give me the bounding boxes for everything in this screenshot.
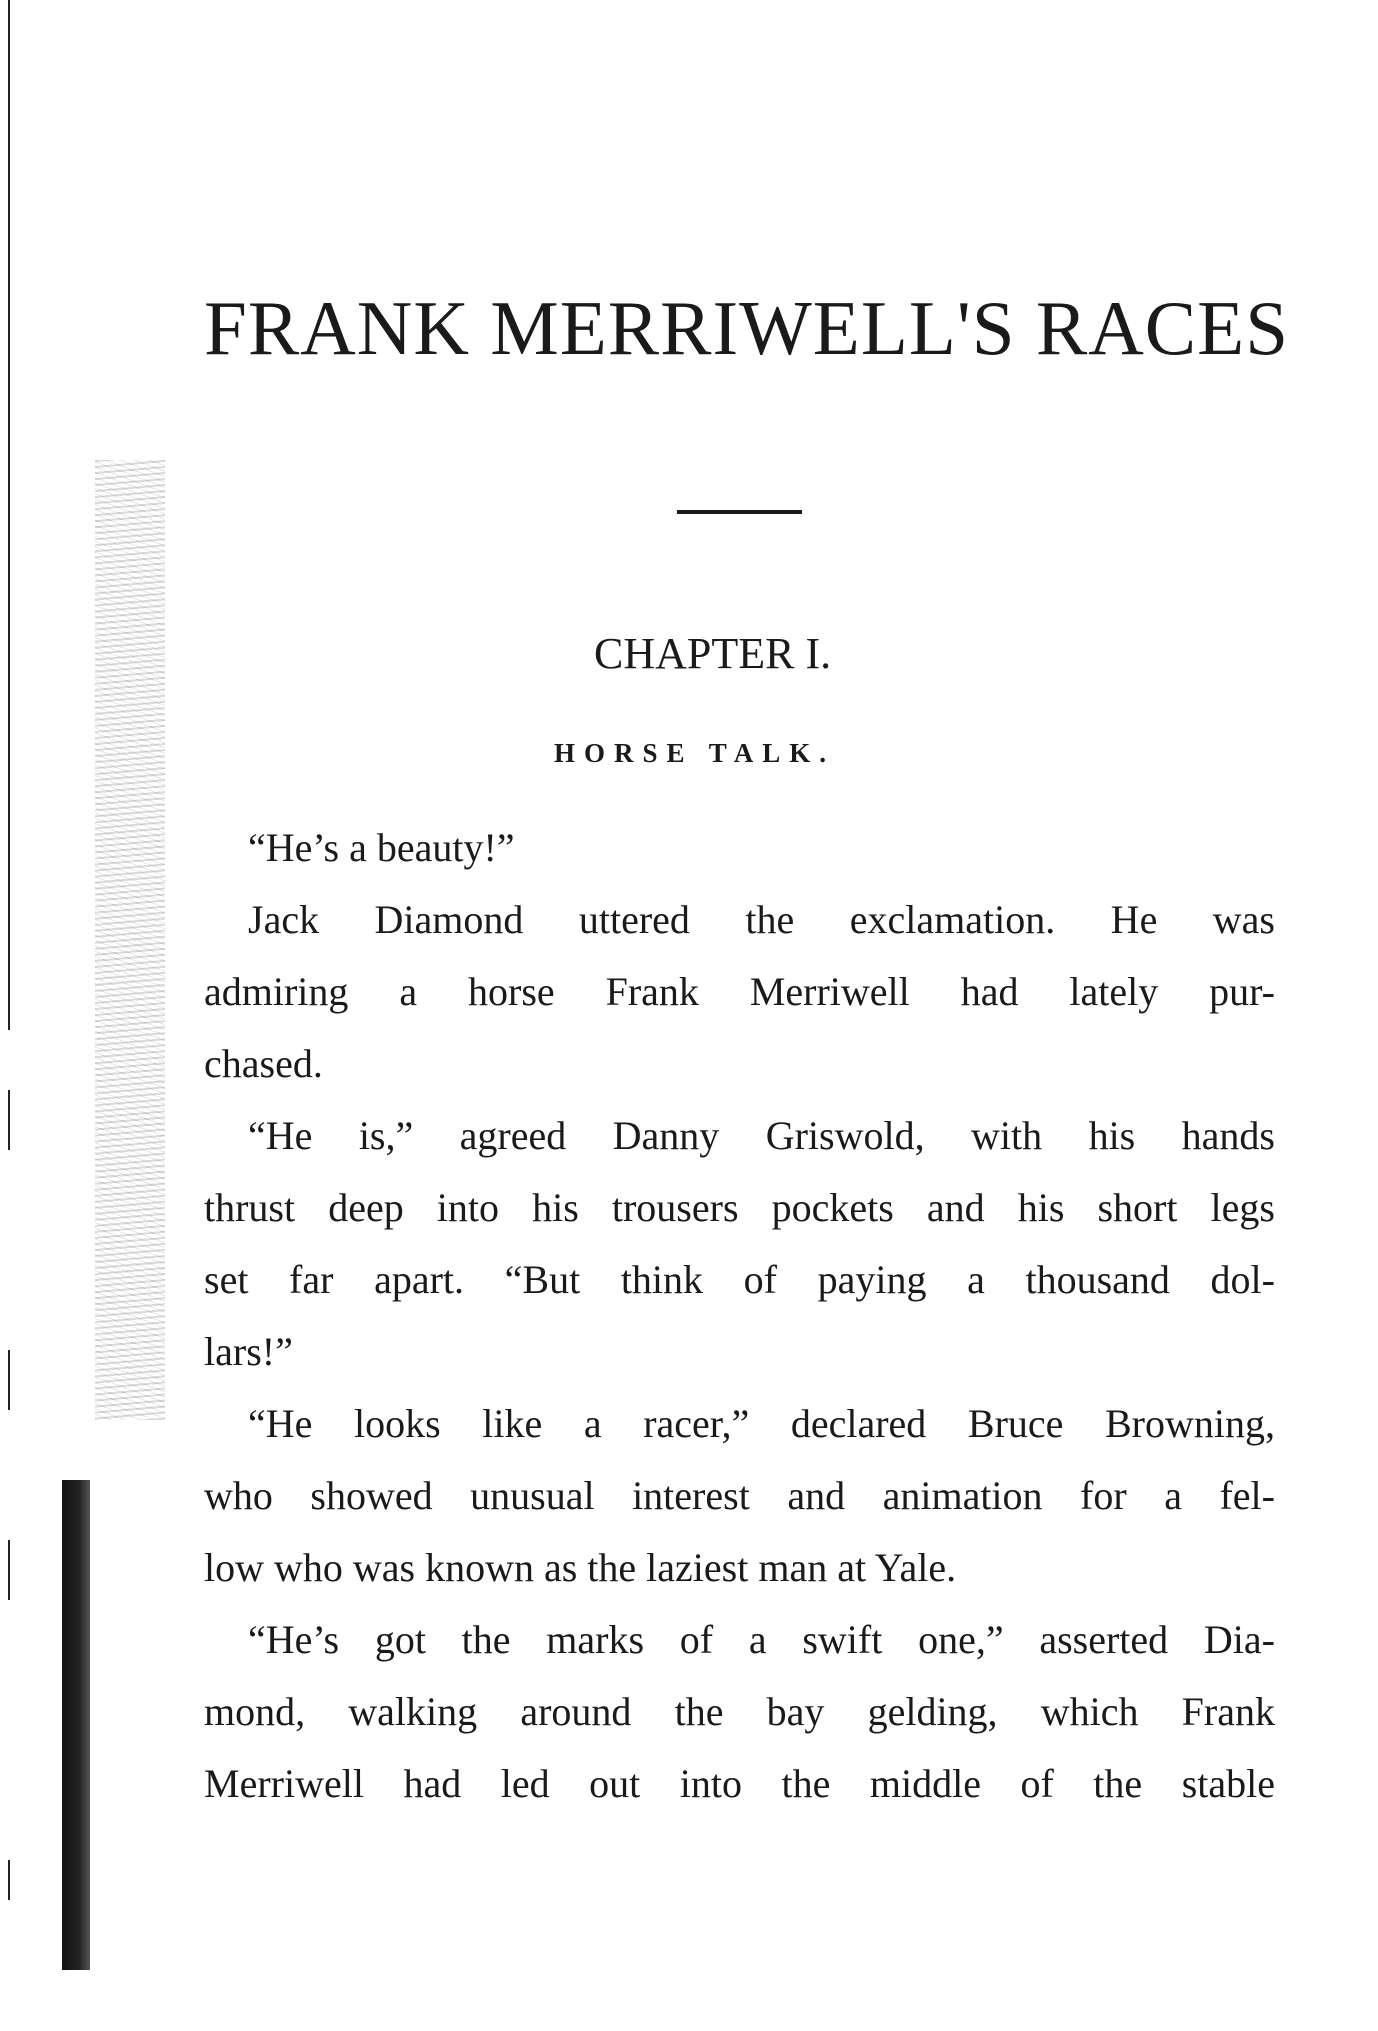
text-line: “He is,” agreed Danny Griswold, with his hands: [248, 1113, 1275, 1158]
title-divider: [677, 510, 802, 514]
text-line: admiring a horse Frank Merriwell had lately pur-: [204, 969, 1275, 1014]
scan-gutter-line: [8, 0, 10, 1030]
chapter-subtitle: HORSE TALK.: [554, 738, 836, 768]
scan-binding-shadow: [62, 1480, 90, 1970]
text-line: lars!”: [204, 1329, 293, 1374]
text-line: mond, walking around the bay gelding, which Frank: [204, 1689, 1275, 1734]
scan-gutter-mark: [8, 1350, 10, 1410]
text-line: who showed unusual interest and animation for a fel-: [204, 1473, 1275, 1518]
scan-gutter-mark: [8, 1860, 10, 1900]
text-line: low who was known as the laziest man at Yale.: [204, 1545, 957, 1590]
text-line: “He’s got the marks of a swift one,” asserted Dia-: [248, 1617, 1275, 1662]
text-line: chased.: [204, 1041, 323, 1086]
text-line: Merriwell had led out into the middle of the stable: [204, 1761, 1275, 1806]
scan-gutter-shadow: [95, 460, 165, 1420]
text-line: “He looks like a racer,” declared Bruce Browning,: [248, 1401, 1275, 1446]
book-title: FRANK MERRIWELL'S RACES: [204, 285, 1290, 371]
scan-gutter-mark: [8, 1540, 10, 1600]
chapter-heading: CHAPTER I.: [594, 629, 832, 678]
text-line: thrust deep into his trousers pockets and his short legs: [204, 1185, 1275, 1230]
text-line: “He’s a beauty!”: [248, 825, 515, 870]
text-line: Jack Diamond uttered the exclamation. He was: [248, 897, 1275, 942]
text-line: set far apart. “But think of paying a thousand dol-: [204, 1257, 1275, 1302]
scan-gutter-mark: [8, 1090, 10, 1150]
